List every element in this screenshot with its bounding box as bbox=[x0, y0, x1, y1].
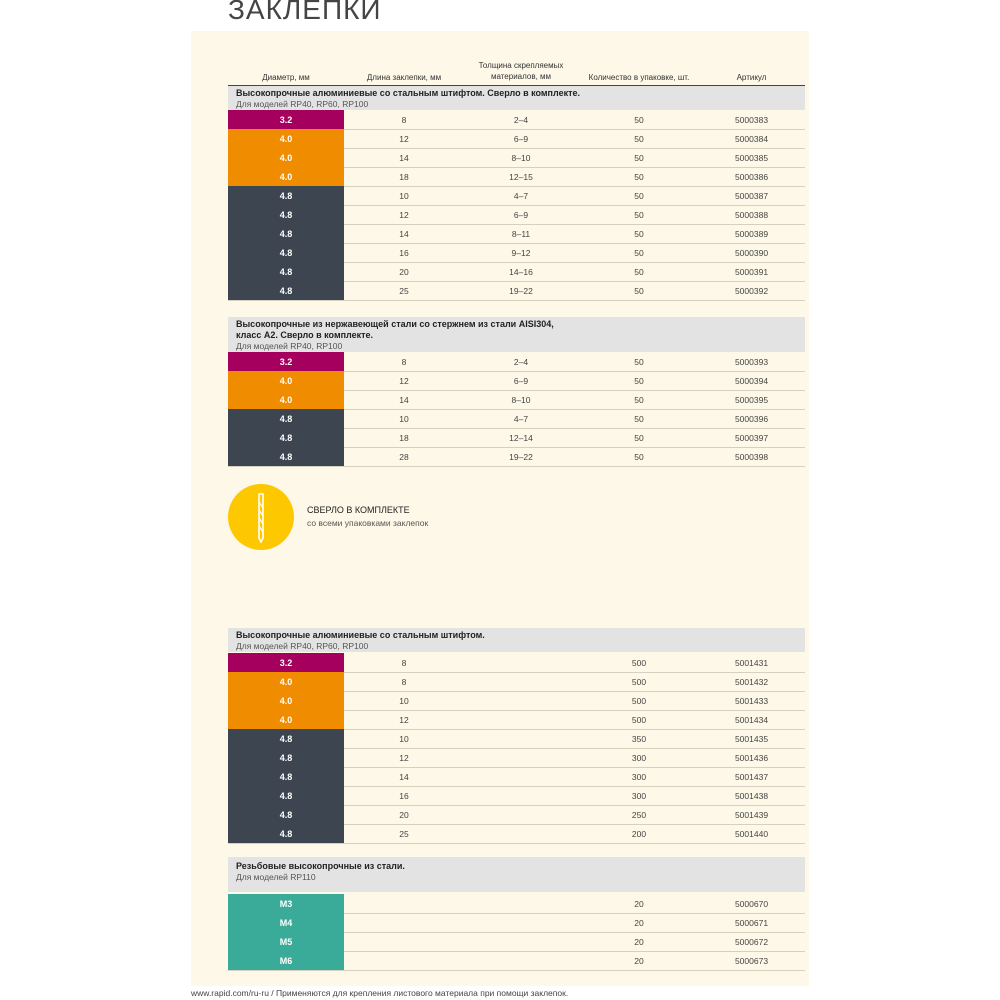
article-cell: 5000398 bbox=[734, 451, 769, 462]
table-row bbox=[228, 428, 805, 448]
article-cell: 5001436 bbox=[734, 752, 769, 763]
article-cell: 5000397 bbox=[734, 432, 769, 443]
section-header bbox=[228, 317, 805, 352]
thickness-cell bbox=[462, 805, 580, 824]
thickness-cell: 8–10 bbox=[511, 152, 531, 163]
article-cell: 5001438 bbox=[734, 790, 769, 801]
length-cell: 12 bbox=[399, 209, 409, 220]
table-row bbox=[228, 786, 805, 806]
table-row bbox=[228, 729, 805, 749]
diameter-chip: 4.8 bbox=[228, 786, 344, 805]
diameter-chip: 4.8 bbox=[228, 281, 344, 300]
length-cell bbox=[346, 932, 462, 951]
diameter-chip: 4.8 bbox=[228, 205, 344, 224]
article-cell: 5000392 bbox=[734, 285, 769, 296]
length-cell: 14 bbox=[399, 152, 409, 163]
diameter-chip: 4.8 bbox=[228, 262, 344, 281]
table-row bbox=[228, 205, 805, 225]
table-row bbox=[228, 110, 805, 130]
article-cell: 5001439 bbox=[734, 809, 769, 820]
diameter-chip: 4.0 bbox=[228, 672, 344, 691]
quantity-cell: 50 bbox=[634, 114, 644, 125]
diameter-chip: 4.0 bbox=[228, 390, 344, 409]
quantity-cell: 50 bbox=[634, 190, 644, 201]
length-cell: 8 bbox=[401, 114, 407, 125]
article-cell: 5000395 bbox=[734, 394, 769, 405]
table-row bbox=[228, 186, 805, 206]
length-cell: 10 bbox=[399, 695, 409, 706]
article-cell: 5000671 bbox=[734, 917, 769, 928]
thickness-cell: 9–12 bbox=[511, 247, 531, 258]
article-cell: 5001433 bbox=[734, 695, 769, 706]
article-cell: 5000384 bbox=[734, 133, 769, 144]
section-subtitle: Для моделей RP40, RP60, RP100 bbox=[236, 641, 369, 651]
length-cell: 28 bbox=[399, 451, 409, 462]
length-cell: 10 bbox=[399, 733, 409, 744]
thickness-cell bbox=[462, 691, 580, 710]
length-cell: 12 bbox=[399, 375, 409, 386]
length-cell: 25 bbox=[399, 285, 409, 296]
col-header-thickness-line2: материалов, мм bbox=[490, 72, 552, 81]
thickness-cell bbox=[462, 748, 580, 767]
article-cell: 5001434 bbox=[734, 714, 769, 725]
length-cell: 16 bbox=[399, 790, 409, 801]
diameter-chip: 4.0 bbox=[228, 371, 344, 390]
table-row bbox=[228, 748, 805, 768]
col-header-thickness-line1: Толщина скрепляемых bbox=[478, 61, 564, 70]
table-row bbox=[228, 167, 805, 187]
drill-subtitle: со всеми упаковками заклепок bbox=[307, 518, 429, 528]
table-row bbox=[228, 894, 805, 914]
quantity-cell: 350 bbox=[631, 733, 647, 744]
quantity-cell: 20 bbox=[634, 936, 644, 947]
length-cell: 14 bbox=[399, 394, 409, 405]
quantity-cell: 300 bbox=[631, 752, 647, 763]
quantity-cell: 20 bbox=[634, 917, 644, 928]
thickness-cell bbox=[462, 729, 580, 748]
drill-bit-icon bbox=[228, 484, 294, 550]
table-row bbox=[228, 672, 805, 692]
diameter-chip: 4.0 bbox=[228, 129, 344, 148]
section-title: Высокопрочные из нержавеющей стали со стержнем из стали AISI304, bbox=[236, 319, 554, 329]
length-cell: 10 bbox=[399, 190, 409, 201]
thickness-cell: 8–11 bbox=[511, 228, 531, 239]
table-row bbox=[228, 371, 805, 391]
col-header-length: Длина заклепки, мм bbox=[366, 73, 442, 82]
thickness-cell: 8–10 bbox=[511, 394, 531, 405]
article-cell: 5001440 bbox=[734, 828, 769, 839]
diameter-chip: 4.8 bbox=[228, 224, 344, 243]
length-cell: 20 bbox=[399, 809, 409, 820]
quantity-cell: 50 bbox=[634, 394, 644, 405]
thickness-cell: 14–16 bbox=[509, 266, 533, 277]
quantity-cell: 250 bbox=[631, 809, 647, 820]
length-cell bbox=[346, 894, 462, 913]
article-cell: 5000387 bbox=[734, 190, 769, 201]
table-row bbox=[228, 913, 805, 933]
quantity-cell: 200 bbox=[631, 828, 647, 839]
table-row bbox=[228, 824, 805, 844]
thickness-cell bbox=[462, 932, 580, 951]
section-header bbox=[228, 857, 805, 892]
diameter-chip: 4.8 bbox=[228, 824, 344, 843]
thickness-cell bbox=[462, 786, 580, 805]
article-cell: 5000396 bbox=[734, 413, 769, 424]
diameter-chip: 3.2 bbox=[228, 110, 344, 129]
quantity-cell: 500 bbox=[631, 657, 647, 668]
article-cell: 5000670 bbox=[734, 898, 769, 909]
table-row bbox=[228, 691, 805, 711]
quantity-cell: 500 bbox=[631, 714, 647, 725]
diameter-chip: 4.8 bbox=[228, 428, 344, 447]
quantity-cell: 50 bbox=[634, 375, 644, 386]
table-row bbox=[228, 224, 805, 244]
diameter-chip: 4.0 bbox=[228, 148, 344, 167]
length-cell bbox=[346, 913, 462, 932]
diameter-chip: 4.0 bbox=[228, 167, 344, 186]
drill-title: СВЕРЛО В КОМПЛЕКТЕ bbox=[307, 505, 410, 515]
table-row bbox=[228, 447, 805, 467]
length-cell: 12 bbox=[399, 752, 409, 763]
length-cell: 18 bbox=[399, 432, 409, 443]
thickness-cell bbox=[462, 894, 580, 913]
thickness-cell bbox=[462, 672, 580, 691]
article-cell: 5000388 bbox=[734, 209, 769, 220]
article-cell: 5001432 bbox=[734, 676, 769, 687]
length-cell bbox=[346, 951, 462, 970]
article-cell: 5000673 bbox=[734, 955, 769, 966]
diameter-chip: 4.0 bbox=[228, 691, 344, 710]
table-row bbox=[228, 390, 805, 410]
length-cell: 10 bbox=[399, 413, 409, 424]
length-cell: 16 bbox=[399, 247, 409, 258]
quantity-cell: 50 bbox=[634, 356, 644, 367]
diameter-chip: 4.0 bbox=[228, 710, 344, 729]
table-row bbox=[228, 352, 805, 372]
length-cell: 8 bbox=[401, 657, 407, 668]
section-subtitle: Для моделей RP40, RP60, RP100 bbox=[236, 99, 369, 109]
thickness-cell: 6–9 bbox=[513, 133, 529, 144]
table-row bbox=[228, 262, 805, 282]
col-header-article: Артикул bbox=[736, 73, 767, 82]
quantity-cell: 50 bbox=[634, 285, 644, 296]
length-cell: 18 bbox=[399, 171, 409, 182]
table-row bbox=[228, 767, 805, 787]
drill-badge bbox=[228, 484, 294, 550]
length-cell: 14 bbox=[399, 228, 409, 239]
diameter-chip: 3.2 bbox=[228, 653, 344, 672]
quantity-cell: 20 bbox=[634, 898, 644, 909]
length-cell: 12 bbox=[399, 133, 409, 144]
thickness-cell: 6–9 bbox=[513, 375, 529, 386]
section-header bbox=[228, 86, 805, 110]
thickness-cell: 19–22 bbox=[509, 451, 533, 462]
quantity-cell: 300 bbox=[631, 790, 647, 801]
diameter-chip: 4.8 bbox=[228, 447, 344, 466]
table-row bbox=[228, 409, 805, 429]
length-cell: 20 bbox=[399, 266, 409, 277]
col-header-thickness bbox=[462, 60, 580, 82]
thickness-cell bbox=[462, 767, 580, 786]
thickness-cell bbox=[462, 913, 580, 932]
section-title: Высокопрочные алюминиевые со стальным штифтом. bbox=[236, 630, 485, 640]
thickness-cell bbox=[462, 653, 580, 672]
table-row bbox=[228, 243, 805, 263]
diameter-chip: M5 bbox=[228, 932, 344, 951]
thickness-cell: 2–4 bbox=[513, 356, 529, 367]
article-cell: 5000672 bbox=[734, 936, 769, 947]
article-cell: 5000393 bbox=[734, 356, 769, 367]
article-cell: 5001431 bbox=[734, 657, 769, 668]
quantity-cell: 50 bbox=[634, 451, 644, 462]
length-cell: 8 bbox=[401, 356, 407, 367]
diameter-chip: 4.8 bbox=[228, 748, 344, 767]
quantity-cell: 50 bbox=[634, 413, 644, 424]
thickness-cell: 12–14 bbox=[509, 432, 533, 443]
quantity-cell: 500 bbox=[631, 695, 647, 706]
diameter-chip: M3 bbox=[228, 894, 344, 913]
table-row bbox=[228, 129, 805, 149]
article-cell: 5000385 bbox=[734, 152, 769, 163]
section-subtitle: Для моделей RP40, RP100 bbox=[236, 341, 343, 351]
quantity-cell: 50 bbox=[634, 266, 644, 277]
diameter-chip: 4.8 bbox=[228, 805, 344, 824]
article-cell: 5001437 bbox=[734, 771, 769, 782]
table-row bbox=[228, 951, 805, 971]
section-header bbox=[228, 628, 805, 652]
diameter-chip: M6 bbox=[228, 951, 344, 970]
article-cell: 5000390 bbox=[734, 247, 769, 258]
quantity-cell: 50 bbox=[634, 209, 644, 220]
quantity-cell: 50 bbox=[634, 247, 644, 258]
footer-text: www.rapid.com/ru-ru / Применяются для крепления листового материала при помощи заклепок. bbox=[191, 988, 569, 998]
col-header-quantity: Количество в упаковке, шт. bbox=[588, 73, 690, 82]
diameter-chip: 4.8 bbox=[228, 729, 344, 748]
section-title: Резьбовые высокопрочные из стали. bbox=[236, 861, 405, 871]
table-row bbox=[228, 281, 805, 301]
thickness-cell: 19–22 bbox=[509, 285, 533, 296]
section-title: Высокопрочные алюминиевые со стальным штифтом. Сверло в комплекте. bbox=[236, 88, 580, 98]
page-title: ЗАКЛЕПКИ bbox=[228, 0, 382, 25]
section-title-line2: класс A2. Сверло в комплекте. bbox=[236, 330, 374, 340]
thickness-cell: 2–4 bbox=[513, 114, 529, 125]
length-cell: 8 bbox=[401, 676, 407, 687]
thickness-cell bbox=[462, 824, 580, 843]
article-cell: 5000391 bbox=[734, 266, 769, 277]
section-subtitle: Для моделей RP110 bbox=[236, 872, 316, 882]
article-cell: 5000386 bbox=[734, 171, 769, 182]
table-row bbox=[228, 710, 805, 730]
length-cell: 12 bbox=[399, 714, 409, 725]
article-cell: 5001435 bbox=[734, 733, 769, 744]
length-cell: 14 bbox=[399, 771, 409, 782]
article-cell: 5000394 bbox=[734, 375, 769, 386]
diameter-chip: 4.8 bbox=[228, 409, 344, 428]
quantity-cell: 20 bbox=[634, 955, 644, 966]
thickness-cell bbox=[462, 710, 580, 729]
thickness-cell: 4–7 bbox=[513, 190, 529, 201]
col-header-diameter: Диаметр, мм bbox=[262, 73, 310, 82]
quantity-cell: 50 bbox=[634, 133, 644, 144]
diameter-chip: M4 bbox=[228, 913, 344, 932]
table-row bbox=[228, 653, 805, 673]
thickness-cell: 4–7 bbox=[513, 413, 529, 424]
thickness-cell: 6–9 bbox=[513, 209, 529, 220]
diameter-chip: 4.8 bbox=[228, 243, 344, 262]
quantity-cell: 50 bbox=[634, 171, 644, 182]
table-row bbox=[228, 148, 805, 168]
quantity-cell: 50 bbox=[634, 228, 644, 239]
quantity-cell: 50 bbox=[634, 152, 644, 163]
length-cell: 25 bbox=[399, 828, 409, 839]
thickness-cell: 12–15 bbox=[509, 171, 533, 182]
thickness-cell bbox=[462, 951, 580, 970]
article-cell: 5000383 bbox=[734, 114, 769, 125]
quantity-cell: 300 bbox=[631, 771, 647, 782]
table-row bbox=[228, 805, 805, 825]
diameter-chip: 4.8 bbox=[228, 767, 344, 786]
quantity-cell: 50 bbox=[634, 432, 644, 443]
article-cell: 5000389 bbox=[734, 228, 769, 239]
diameter-chip: 3.2 bbox=[228, 352, 344, 371]
table-row bbox=[228, 932, 805, 952]
diameter-chip: 4.8 bbox=[228, 186, 344, 205]
quantity-cell: 500 bbox=[631, 676, 647, 687]
